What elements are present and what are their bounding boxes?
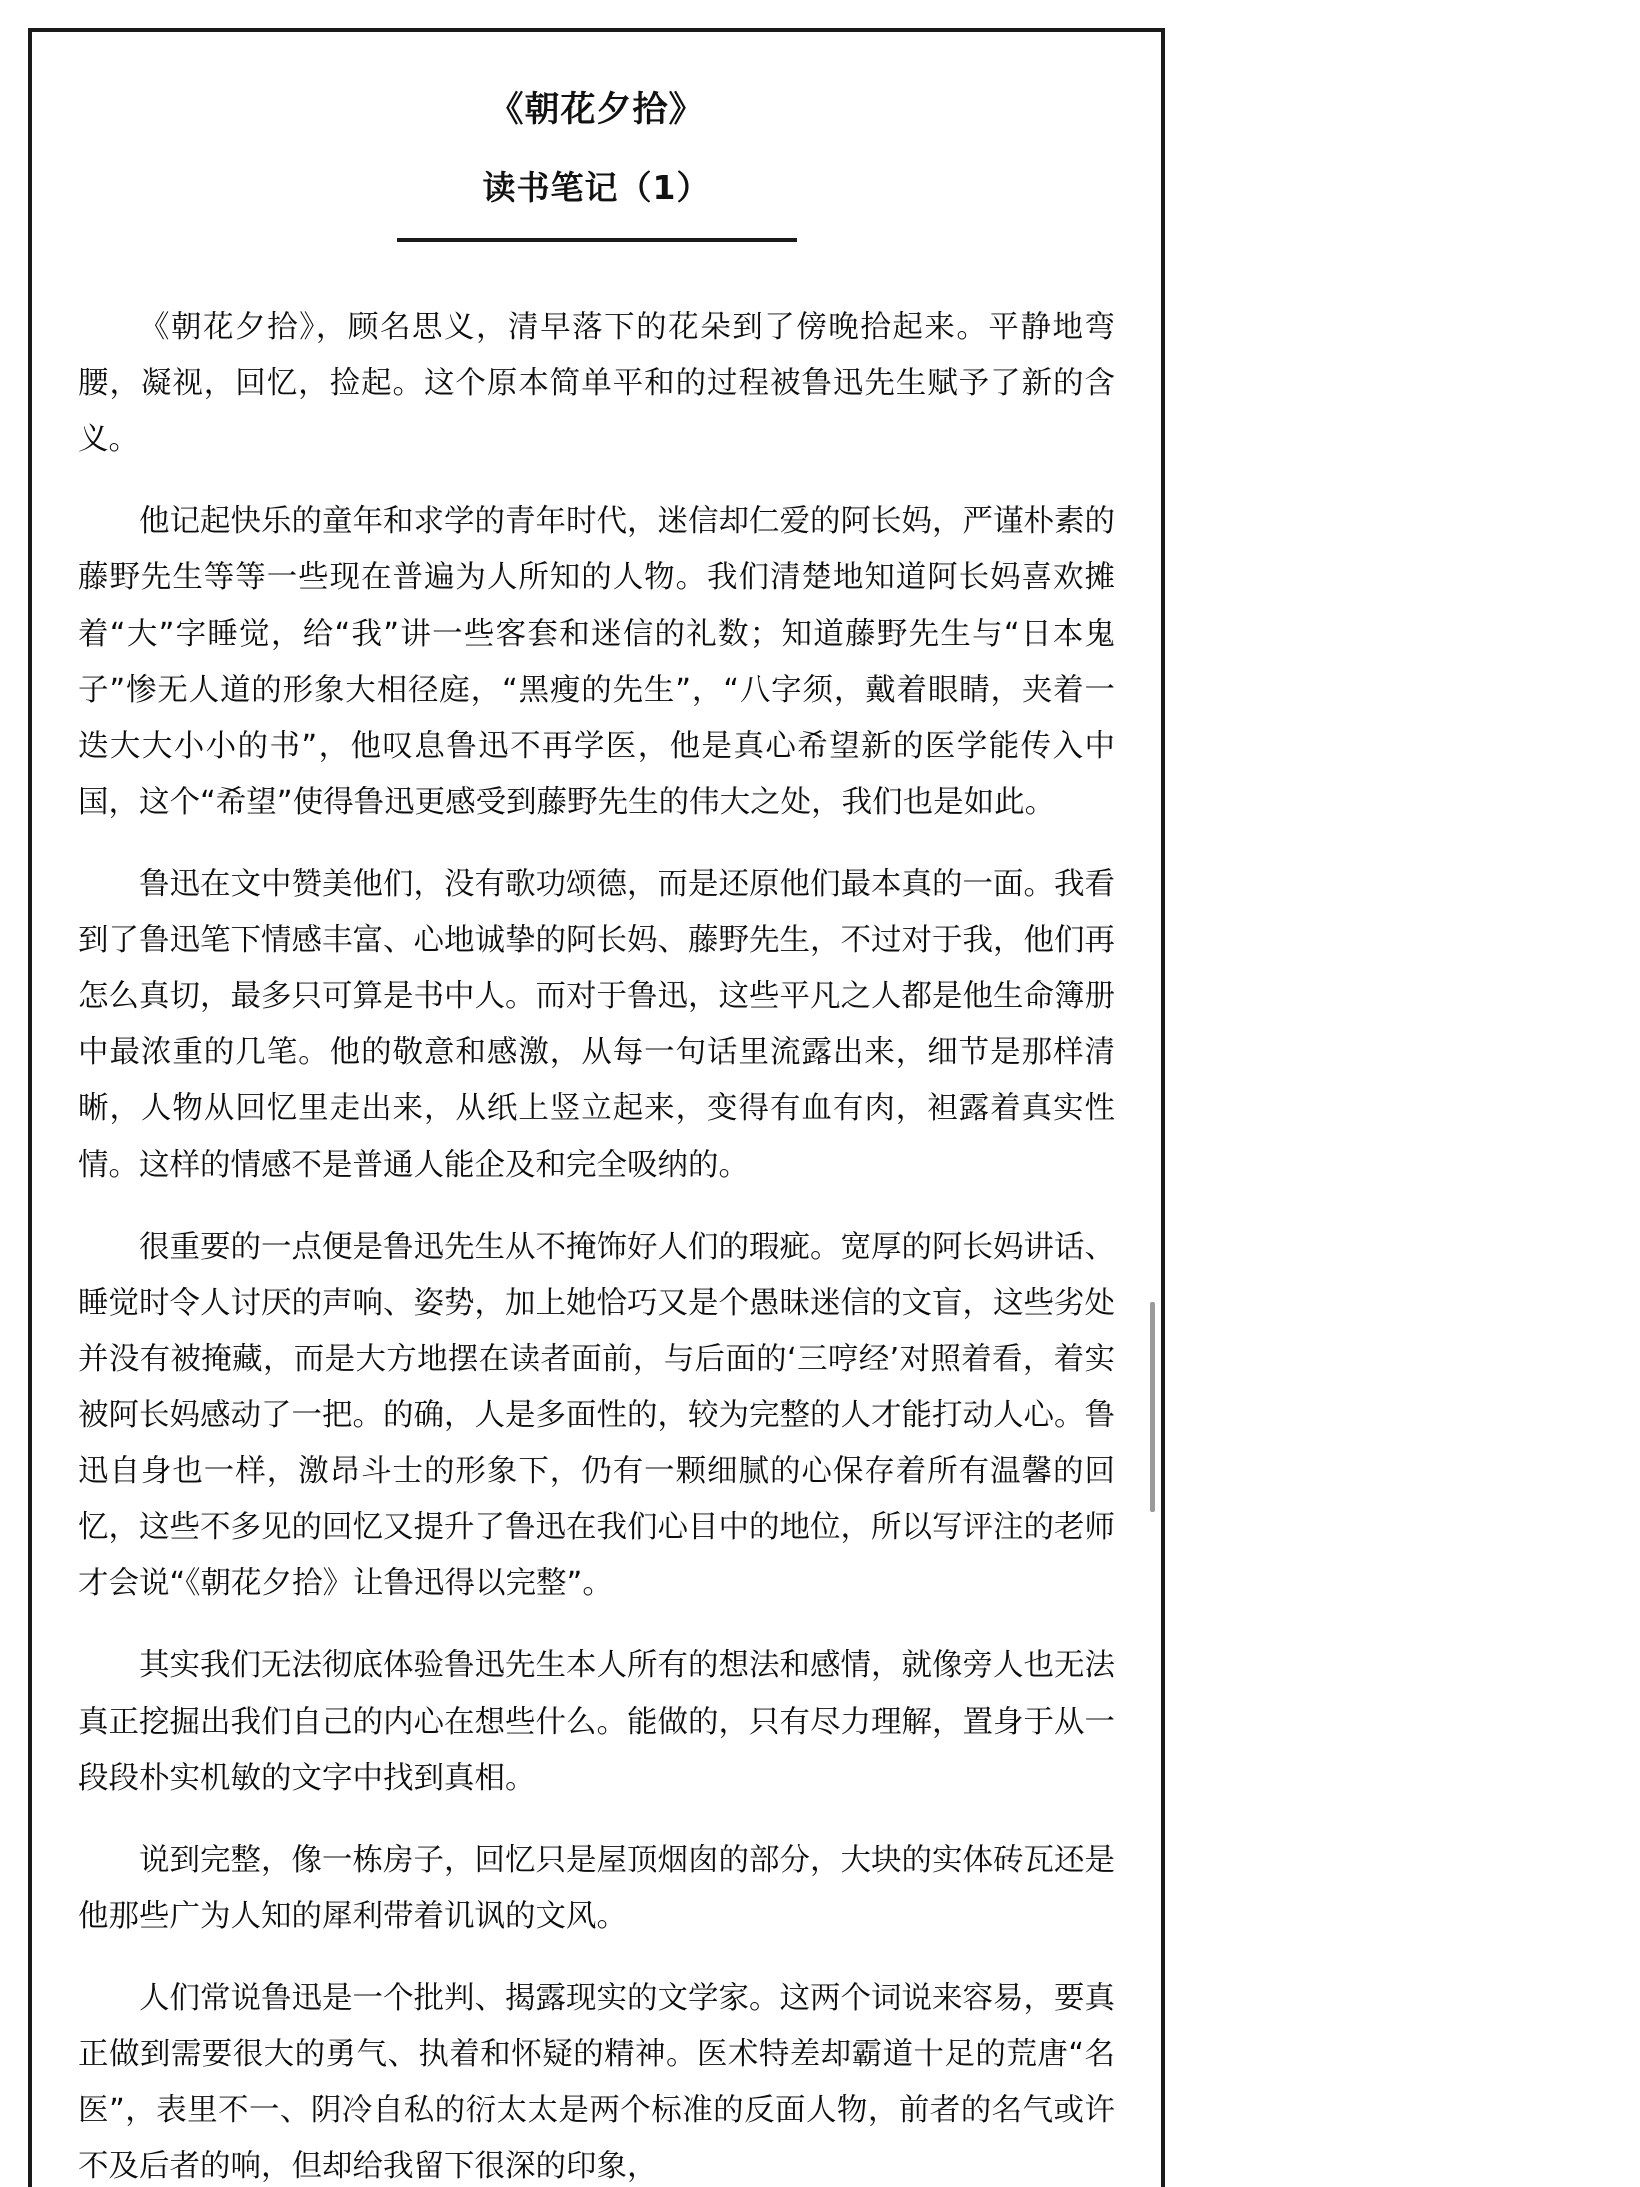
paragraph: 很重要的一点便是鲁迅先生从不掩饰好人们的瑕疵。宽厚的阿长妈讲话、睡觉时令人讨厌的声响、姿势，加上她恰巧又是个愚昧迷信的文盲，这些劣处并没有被掩藏，而是大方地摆在读者面前，与后面的‘三哼经’对照着看，着实被阿长妈感动了一把。的确，人是多面性的，较为完整的人才能打动人心。鲁迅自身也一样，激昂斗士的形象下，仍有一颗细腻的心保存着所有温馨的回忆，这些不多见的回忆又提升了鲁迅在我们心目中的地位，所以写评注的老师才会说“《朝花夕拾》让鲁迅得以完整”。 bbox=[78, 1229, 1115, 1602]
paragraph: 他记起快乐的童年和求学的青年时代，迷信却仁爱的阿长妈，严谨朴素的藤野先生等等一些现在普遍为人所知的人物。我们清楚地知道阿长妈喜欢摊着“大”字睡觉，给“我”讲一些客套和迷信的礼数；知道藤野先生与“日本鬼子”惨无人道的形象大相径庭，“黑瘦的先生”，“八字须，戴着眼睛，夹着一迭大大小小的书”，他叹息鲁迅不再学医，他是真心希望新的医学能传入中国，这个“希望”使得鲁迅更感受到藤野先生的伟大之处，我们也是如此。 bbox=[78, 504, 1115, 820]
paragraph: 人们常说鲁迅是一个批判、揭露现实的文学家。这两个词说来容易，要真正做到需要很大的勇气、执着和怀疑的精神。医术特差却霸道十足的荒唐“名医”，表里不一、阴冷自私的衍太太是两个标准的反面人物，前者的名气或许不及后者的响，但却给我留下很深的印象， bbox=[78, 1980, 1115, 2185]
paragraph: 《朝花夕拾》，顾名思义，清早落下的花朵到了傍晚拾起来。平静地弯腰，凝视，回忆，捡起。这个原本简单平和的过程被鲁迅先生赋予了新的含义。 bbox=[78, 310, 1115, 458]
scrollbar-thumb[interactable] bbox=[1150, 1302, 1155, 1512]
document-title: 《朝花夕拾》 bbox=[488, 90, 705, 130]
document-subtitle: 读书笔记（1） bbox=[482, 167, 711, 207]
page-right-margin bbox=[1165, 0, 1640, 2187]
paragraph: 鲁迅在文中赞美他们，没有歌功颂德，而是还原他们最本真的一面。我看到了鲁迅笔下情感丰富、心地诚挚的阿长妈、藤野先生，不过对于我，他们再怎么真切，最多只可算是书中人。而对于鲁迅，这些平凡之人都是他生命簿册中最浓重的几笔。他的敬意和感激，从每一句话里流露出来，细节是那样清晰，人物从回忆里走出来，从纸上竖立起来，变得有血有肉，袒露着真实性情。这样的情感不是普通人能企及和完全吸纳的。 bbox=[78, 866, 1115, 1183]
title-divider bbox=[397, 238, 797, 242]
paragraph: 其实我们无法彻底体验鲁迅先生本人所有的想法和感情，就像旁人也无法真正挖掘出我们自己的内心在想些什么。能做的，只有尽力理解，置身于从一段段朴实机敏的文字中找到真相。 bbox=[78, 1648, 1115, 1796]
document-sheet bbox=[28, 28, 1165, 2187]
document-content bbox=[32, 32, 1161, 2187]
paragraph: 说到完整，像一栋房子，回忆只是屋顶烟囱的部分，大块的实体砖瓦还是他那些广为人知的犀利带着讥讽的文风。 bbox=[78, 1842, 1115, 1934]
document-body bbox=[78, 300, 1115, 2187]
